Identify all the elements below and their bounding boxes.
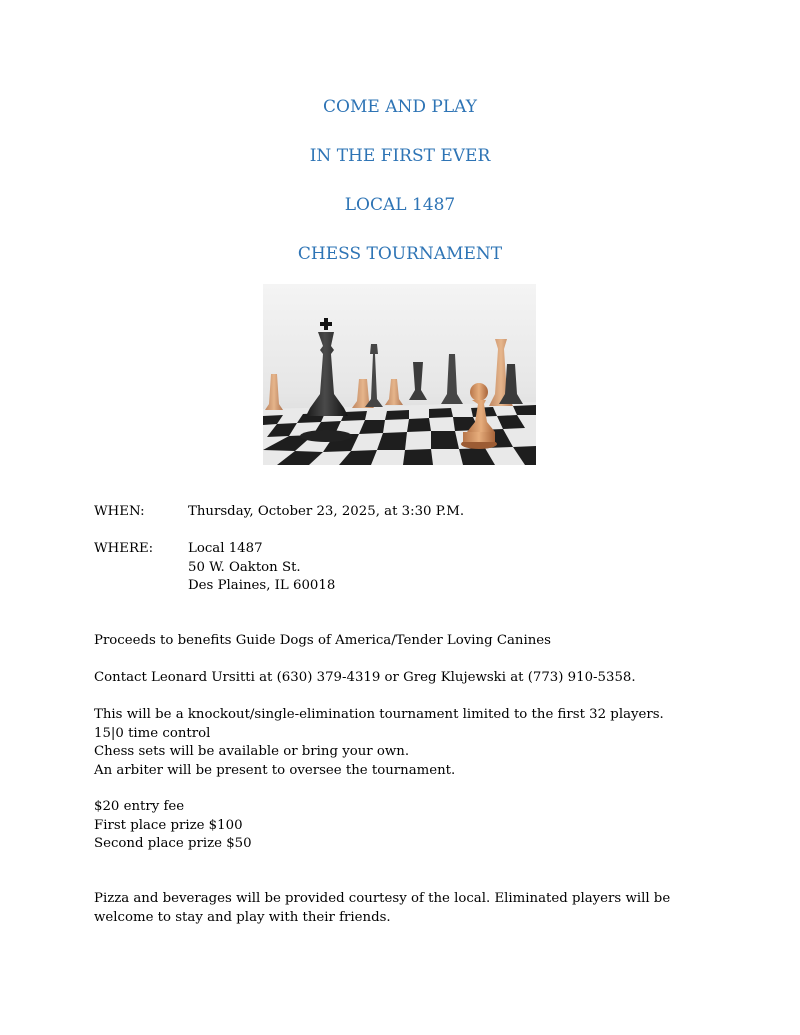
closing-line-1: Pizza and beverages will be provided courtesy of the local. Eliminated players will be: [94, 891, 671, 906]
where-label: WHERE:: [94, 541, 154, 556]
chess-pieces-photo: [263, 284, 536, 465]
fee-line-2: First place prize $100: [94, 817, 243, 833]
contact-text: Contact Leonard Ursitti at (630) 379-4319 or Greg Klujewski at (773) 910-5358.: [94, 670, 636, 685]
closing-line-2: welcome to stay and play with their friends.: [94, 909, 391, 925]
title-line-2: IN THE FIRST EVER: [309, 146, 491, 166]
title-line-1: COME AND PLAY: [323, 97, 477, 117]
rule-line-1: This will be a knockout/single-elimination tournament limited to the first 32 players.: [94, 707, 664, 722]
where-address: [188, 540, 335, 596]
rule-line-2: 15|0 time control: [94, 725, 211, 741]
when-value: Thursday, October 23, 2025, at 3:30 P.M.: [188, 504, 465, 519]
where-line-2: 50 W. Oakton St.: [188, 559, 301, 575]
where-line-1: Local 1487: [188, 541, 263, 556]
fee-line-3: Second place prize $50: [94, 836, 252, 851]
proceeds-text: Proceeds to benefits Guide Dogs of America/Tender Loving Canines: [94, 633, 551, 648]
fee-line-1: $20 entry fee: [94, 799, 185, 814]
closing-block: [94, 890, 670, 927]
fees-block: [94, 798, 252, 854]
rule-line-4: An arbiter will be present to oversee the tournament.: [94, 762, 456, 778]
title-line-4: CHESS TOURNAMENT: [297, 244, 503, 264]
where-line-3: Des Plaines, IL 60018: [188, 578, 336, 593]
title-line-3: LOCAL 1487: [344, 195, 456, 215]
when-label: WHEN:: [94, 504, 145, 519]
rule-line-3: Chess sets will be available or bring your own.: [94, 744, 410, 759]
rules-block: [94, 706, 664, 780]
